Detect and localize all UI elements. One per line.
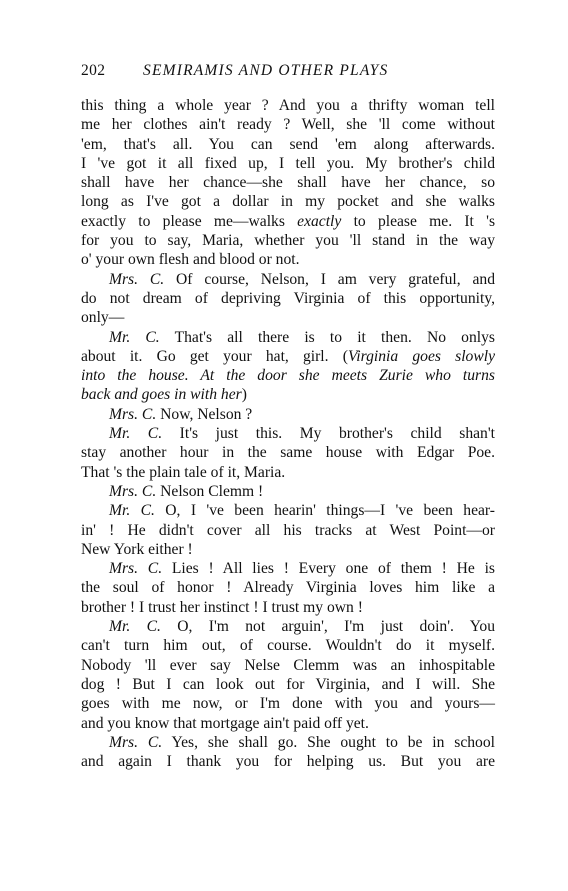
text-line <box>81 578 495 597</box>
text-segment: That's all there is to it then. No onlys <box>159 328 495 346</box>
italic-text: Mr. C. <box>109 425 163 443</box>
italic-text: Mrs. C. <box>109 560 163 578</box>
running-title: SEMIRAMIS AND OTHER PLAYS <box>143 62 389 79</box>
italic-text: exactly <box>297 212 342 230</box>
text-segment: shall have her chance—she shall have her chance, so <box>81 174 495 192</box>
text-segment: exactly to please me—walks <box>81 212 298 230</box>
text-segment: and you know that mortgage ain't paid off yet. <box>81 714 369 732</box>
text-segment: o' your own flesh and blood or not. <box>81 251 300 269</box>
italic-text: into the house. At the door she meets Zurie who turns <box>81 367 495 385</box>
text-segment: the soul of honor ! Already Virginia loves him like a <box>81 579 495 597</box>
italic-text: Mrs. C. <box>109 733 163 751</box>
text-line <box>81 540 495 559</box>
text-line <box>81 463 495 482</box>
text-segment: only— <box>81 309 125 327</box>
text-segment: It's just this. My brother's child shan't <box>162 425 495 443</box>
page-number: 202 <box>81 62 106 79</box>
text-segment: me her clothes ain't ready ? Well, she 'll come without <box>81 116 495 134</box>
text-segment: I 've got it all fixed up, I tell you. My brother's child <box>81 154 495 172</box>
text-segment: this thing a whole year ? And you a thrifty woman tell <box>81 97 495 114</box>
text-segment: Lies ! All lies ! Every one of them ! He is <box>162 560 495 578</box>
text-segment: 'em, that's all. You can send 'em along afterwards. <box>81 135 495 153</box>
text-segment: O, I'm not arguin', I'm just doin'. You <box>160 618 495 636</box>
text-segment: Nelson Clemm ! <box>156 482 264 500</box>
text-line <box>81 135 495 154</box>
text-line <box>81 192 495 211</box>
text-line <box>81 617 495 636</box>
text-segment: dog ! But I can look out for Virginia, and I will. She <box>81 675 495 693</box>
text-line <box>81 752 495 771</box>
text-segment: Nobody 'll ever say Nelse Clemm was an inhospitable <box>81 656 495 674</box>
text-line <box>81 289 495 308</box>
text-line <box>81 173 495 192</box>
italic-text: Mrs. C. <box>109 405 157 423</box>
italic-text: back and goes in with her <box>81 386 242 404</box>
text-line <box>81 521 495 540</box>
text-segment: Now, Nelson ? <box>156 405 253 423</box>
text-line <box>81 559 495 578</box>
text-line <box>81 212 495 231</box>
text-segment: goes with me now, or I'm done with you and yours— <box>81 695 495 713</box>
text-segment: O, I 've been hearin' things—I 've been hear- <box>154 502 495 520</box>
text-segment: New York either ! <box>81 540 193 558</box>
text-line <box>81 424 495 443</box>
text-segment: brother ! I trust her instinct ! I trust my own ! <box>81 598 363 616</box>
italic-text: Mrs. C. <box>109 270 165 288</box>
text-line <box>81 231 495 250</box>
text-segment: in' ! He didn't cover all his tracks at West Point—or <box>81 521 495 539</box>
text-line <box>81 96 495 115</box>
text-line <box>81 405 495 424</box>
text-segment: do not dream of depriving Virginia of this opportunity, <box>81 289 495 307</box>
italic-text: Mr. C. <box>109 502 155 520</box>
running-header <box>81 62 495 86</box>
text-line <box>81 250 495 269</box>
text-line <box>81 714 495 733</box>
text-segment: Of course, Nelson, I am very grateful, and <box>164 270 495 288</box>
text-segment: That 's the plain tale of it, Maria. <box>81 463 286 481</box>
italic-text: Virginia goes slowly <box>347 347 495 365</box>
text-line <box>81 347 495 366</box>
text-line <box>81 656 495 675</box>
text-line <box>81 385 495 404</box>
text-line <box>81 501 495 520</box>
text-line <box>81 675 495 694</box>
play-text <box>81 96 495 771</box>
text-line <box>81 598 495 617</box>
italic-text: Mr. C. <box>109 328 160 346</box>
text-segment: for you to say, Maria, whether you 'll stand in the way <box>81 232 495 250</box>
text-line <box>81 733 495 752</box>
text-line <box>81 636 495 655</box>
text-line <box>81 443 495 462</box>
italic-text: Mr. C. <box>109 618 161 636</box>
text-line <box>81 482 495 501</box>
text-segment: about it. Go get your hat, girl. ( <box>81 347 348 365</box>
text-line <box>81 694 495 713</box>
text-segment: can't turn him out, of course. Wouldn't do it myself. <box>81 637 495 655</box>
text-line <box>81 328 495 347</box>
text-segment: to please me. It 's <box>341 212 496 230</box>
text-segment: stay another hour in the same house with Edgar Poe. <box>81 444 495 462</box>
text-segment: Yes, she shall go. She ought to be in school <box>162 733 495 751</box>
text-line <box>81 366 495 385</box>
text-line <box>81 154 495 173</box>
text-segment: long as I've got a dollar in my pocket and she walks <box>81 193 495 211</box>
book-page <box>81 62 495 771</box>
text-line <box>81 308 495 327</box>
italic-text: Mrs. C. <box>109 482 157 500</box>
text-segment: and again I thank you for helping us. But you are <box>81 753 495 771</box>
text-segment: ) <box>241 386 247 404</box>
text-line <box>81 115 495 134</box>
text-line <box>81 270 495 289</box>
